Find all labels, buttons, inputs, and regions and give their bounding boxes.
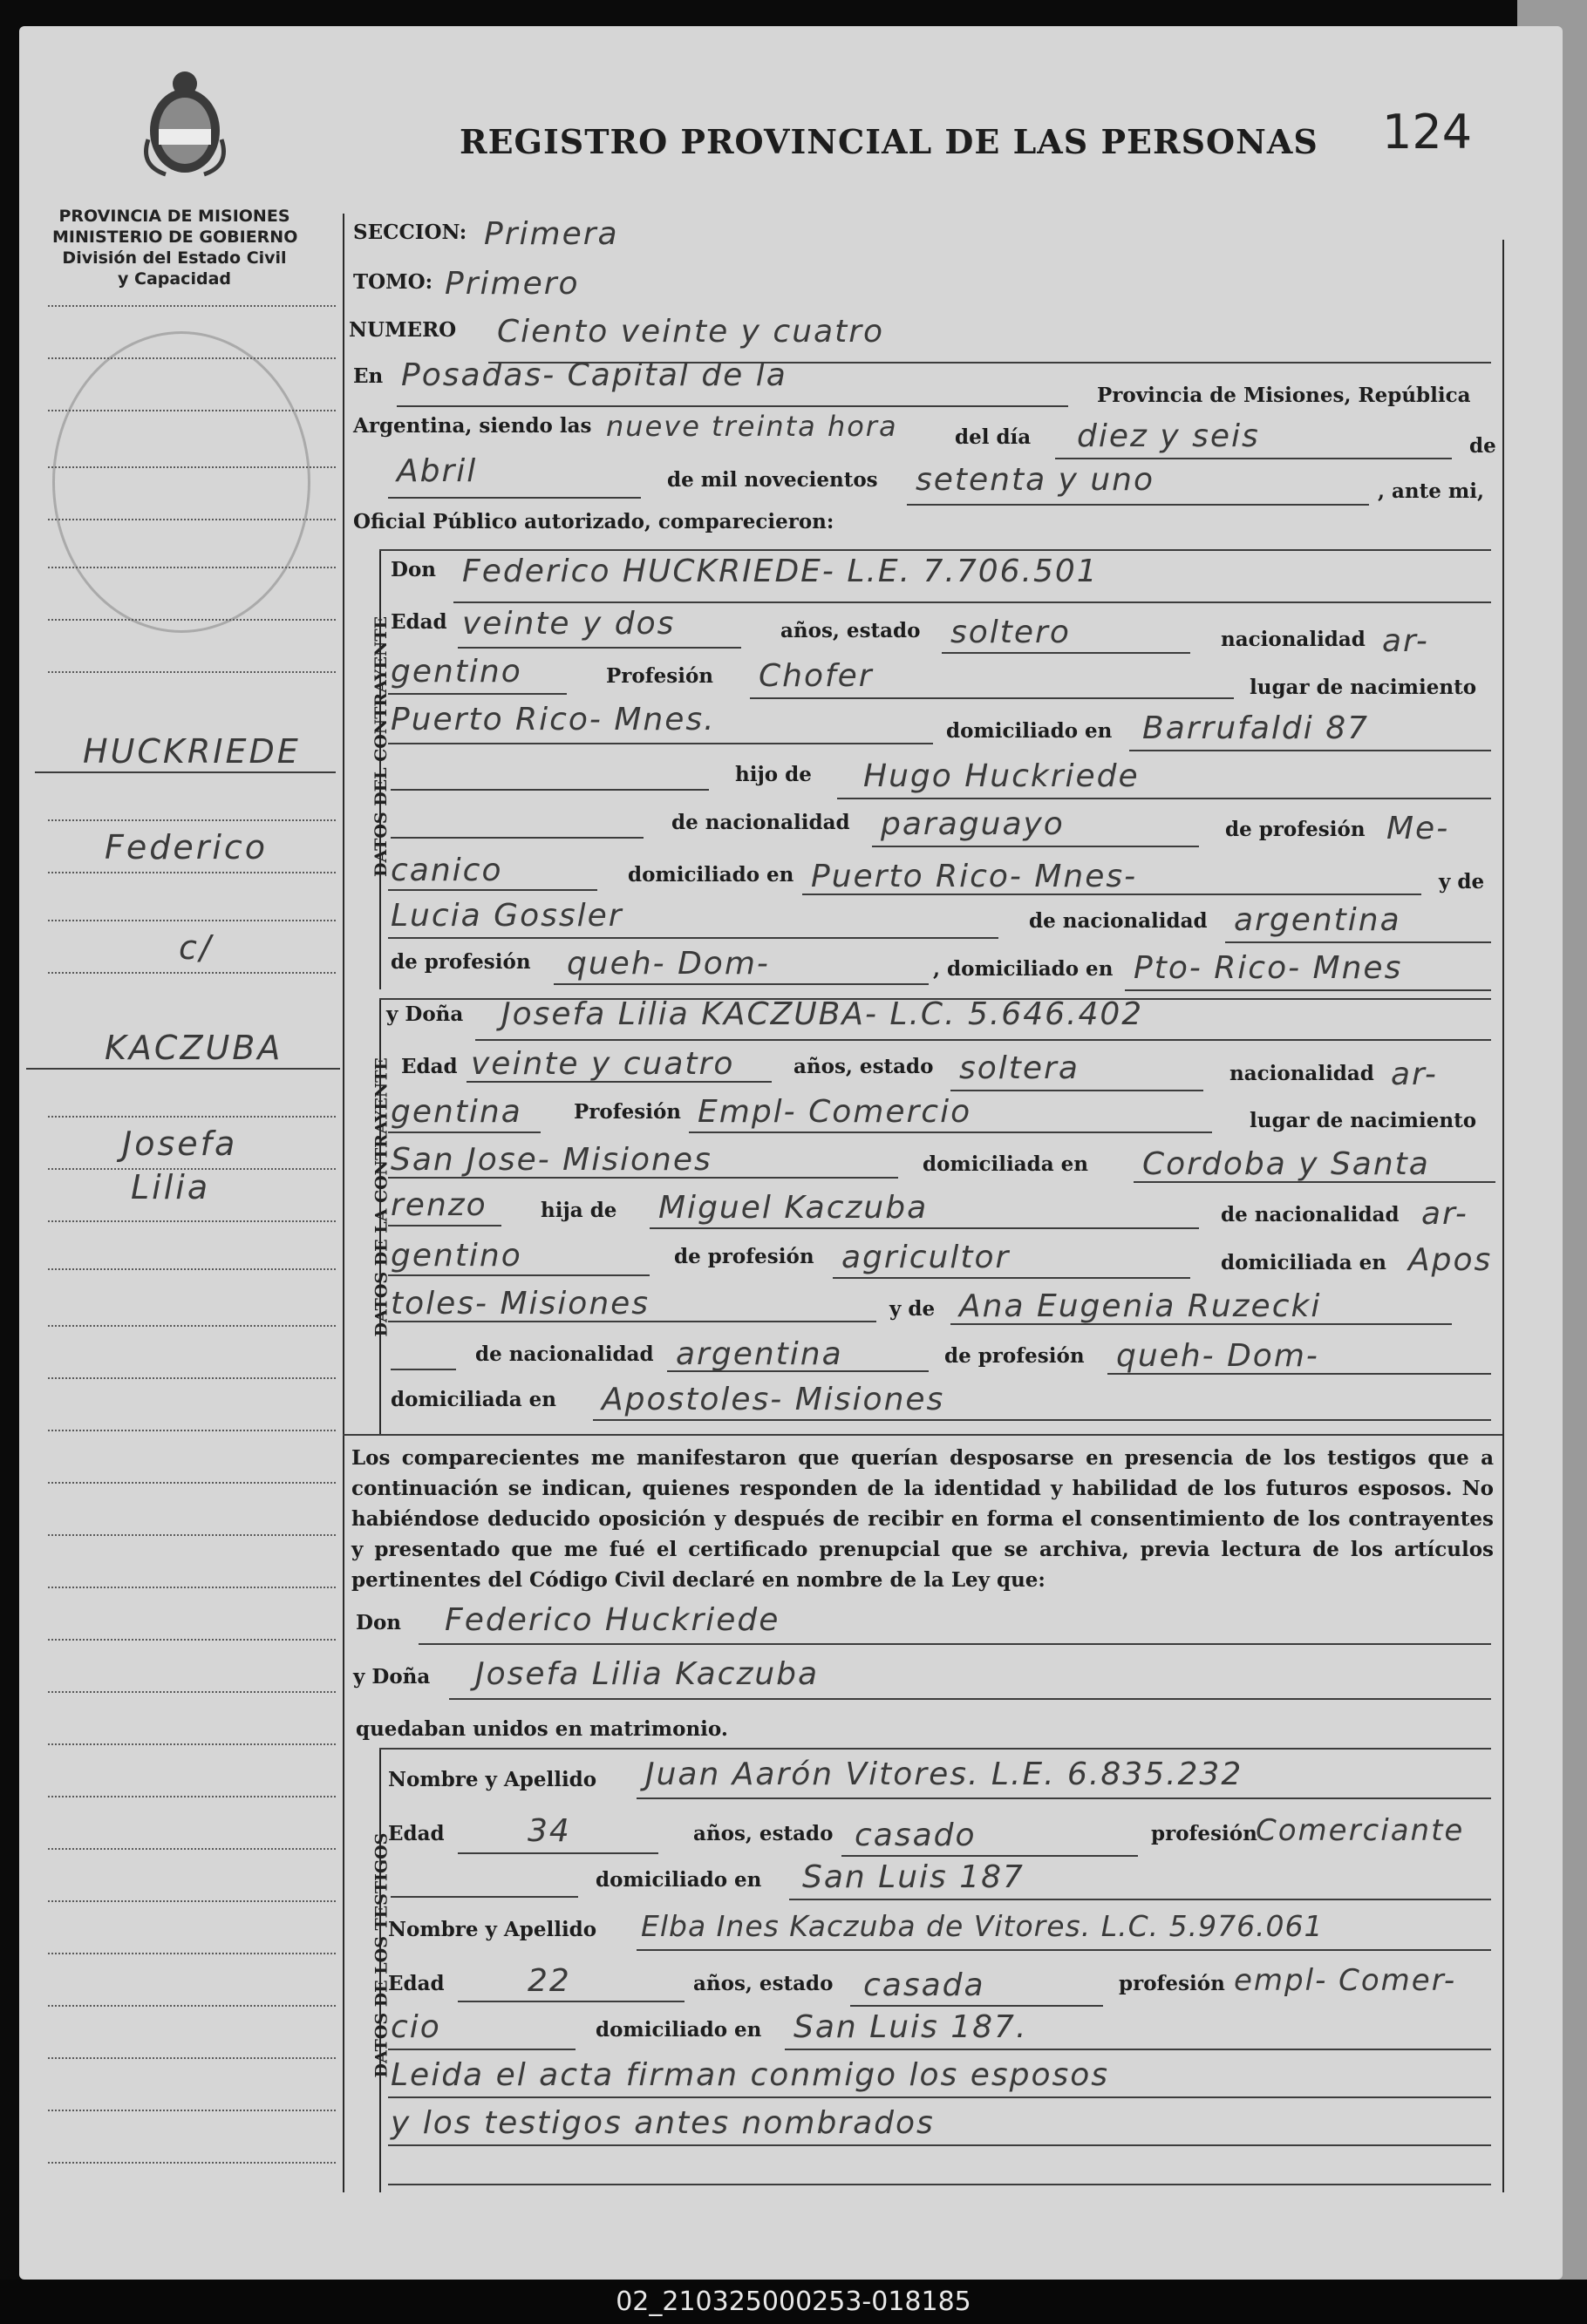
printed-label: Edad: [388, 1972, 445, 1995]
bride-age: veinte y cuatro: [471, 1046, 735, 1082]
margin-name-bride-1: Josefa: [122, 1125, 238, 1163]
groom-father-nationality: paraguayo: [881, 806, 1065, 842]
groom-mother-nationality: argentina: [1234, 902, 1401, 938]
printed-label: del día: [955, 425, 1032, 449]
image-code-footer: 02_210325000253-018185: [0, 2280, 1587, 2324]
witness-2-profession: empl- Comer-: [1234, 1963, 1457, 1998]
witness-2-status: casada: [863, 1967, 985, 2003]
printed-label: lugar de nacimiento: [1250, 676, 1477, 699]
printed-label: , ante mi,: [1378, 479, 1484, 503]
groom-mother: Lucia Gossler: [391, 898, 623, 934]
witness-1-status: casado: [855, 1818, 977, 1853]
printed-label: años, estado: [693, 1972, 834, 1995]
declared-bride: Josefa Lilia Kaczuba: [475, 1656, 820, 1692]
groom-mother-profession: queh- Dom-: [567, 946, 770, 982]
groom-father-address: Puerto Rico- Mnes-: [811, 859, 1138, 894]
printed-label: Apos: [1408, 1242, 1493, 1278]
declared-groom: Federico Huckriede: [445, 1602, 780, 1638]
groom-father: Hugo Huckriede: [863, 758, 1140, 794]
printed-label: Provincia de Misiones, República: [1097, 384, 1471, 407]
printed-label: , domiciliado en: [933, 957, 1114, 981]
bride-mother-nationality: argentina: [676, 1336, 843, 1372]
printed-label: profesión: [1151, 1822, 1257, 1845]
bride-birthplace: San Jose- Misiones: [391, 1142, 712, 1178]
printed-label: domiciliado en: [596, 1868, 762, 1892]
margin-surname-bride: KACZUBA: [105, 1029, 283, 1067]
seccion-value: Primera: [484, 216, 619, 252]
ministry-line: División del Estado Civil: [62, 248, 287, 268]
printed-label: nacionalidad: [1229, 1062, 1374, 1085]
bride-profession: Empl- Comercio: [698, 1094, 972, 1130]
hora-value: nueve treinta hora: [606, 410, 898, 443]
witness-1-name: Juan Aarón Vitores. L.E. 6.835.232: [645, 1757, 1243, 1792]
bride-father-profession: agricultor: [841, 1240, 1011, 1275]
printed-label: nacionalidad: [1221, 628, 1366, 651]
dia-value: diez y seis: [1077, 418, 1260, 454]
bride-father: Miguel Kaczuba: [658, 1190, 929, 1226]
groom-birthplace: Puerto Rico- Mnes.: [391, 702, 716, 737]
groom-mother-address: Pto- Rico- Mnes: [1134, 950, 1403, 986]
margin-surname-groom: HUCKRIEDE: [83, 732, 301, 771]
printed-label: años, estado: [780, 619, 921, 642]
printed-label: y Doña: [386, 1002, 464, 1026]
printed-label: de profesión: [1225, 818, 1366, 841]
side-label-witnesses: DATOS DE LOS TESTIGOS: [371, 1832, 392, 2078]
anio-value: setenta y uno: [916, 462, 1155, 498]
official-stamp: [52, 331, 310, 633]
witness-2-address: San Luis 187.: [794, 2009, 1028, 2045]
printed-label: Argentina, siendo las: [353, 414, 592, 438]
bride-father-address: toles- Misiones: [391, 1286, 650, 1322]
witness-2-name: Elba Ines Kaczuba de Vitores. L.C. 5.976.061: [641, 1909, 1324, 1943]
side-label-groom: DATOS DEL CONTRAYENTE: [371, 616, 391, 877]
en-value: Posadas- Capital de la: [401, 357, 787, 393]
page-title: REGISTRO PROVINCIAL DE LAS PERSONAS: [460, 122, 1318, 161]
printed-label: y Doña: [353, 1665, 431, 1689]
printed-label: Me-: [1386, 811, 1450, 846]
ministry-line: y Capacidad: [118, 269, 231, 289]
witness-1-profession: Comerciante: [1256, 1813, 1465, 1848]
printed-label: domiciliado en: [946, 719, 1113, 743]
printed-label: profesión: [1119, 1972, 1225, 1995]
bride-mother: Ana Eugenia Ruzecki: [959, 1288, 1322, 1324]
tomo-value: Primero: [445, 266, 580, 302]
printed-label: En: [353, 364, 384, 388]
printed-label: gentino: [391, 654, 522, 690]
folio-number: 124: [1382, 105, 1473, 160]
printed-label: renzo: [391, 1187, 487, 1223]
ministry-line: PROVINCIA DE MISIONES: [58, 207, 290, 226]
printed-label: Oficial Público autorizado, comparecieron:: [353, 510, 834, 533]
mes-value: Abril: [397, 453, 478, 489]
printed-label: Edad: [388, 1822, 445, 1845]
printed-label: domiciliado en: [596, 2018, 762, 2042]
printed-label: domiciliada en: [923, 1152, 1088, 1176]
margin-connector: c/: [179, 928, 214, 967]
ministry-block: [52, 206, 296, 289]
printed-label: de nacionalidad: [475, 1342, 654, 1366]
printed-label: Nombre y Apellido: [388, 1768, 597, 1791]
printed-label: cio: [391, 2009, 441, 2045]
printed-label: de nacionalidad: [1029, 909, 1208, 933]
groom-father-profession: canico: [391, 853, 503, 888]
coat-of-arms-icon: [140, 61, 230, 183]
printed-label: hijo de: [735, 763, 812, 786]
closing-line-2: y los testigos antes nombrados: [391, 2105, 935, 2141]
printed-label: Don: [391, 558, 437, 581]
printed-label: domiciliado en: [628, 863, 794, 887]
printed-label: de nacionalidad: [671, 811, 850, 834]
printed-label: Edad: [391, 610, 447, 634]
printed-label: lugar de nacimiento: [1250, 1109, 1477, 1132]
printed-label: SECCION:: [353, 221, 467, 244]
printed-label: años, estado: [794, 1055, 934, 1078]
printed-label: quedaban unidos en matrimonio.: [356, 1717, 728, 1741]
ministry-line: MINISTERIO DE GOBIERNO: [52, 228, 298, 247]
printed-label: de nacionalidad: [1221, 1203, 1400, 1227]
bride-father-nationality: gentino: [391, 1238, 522, 1274]
printed-label: Profesión: [606, 664, 714, 688]
printed-label: NUMERO: [349, 318, 457, 342]
groom-profession: Chofer: [759, 658, 874, 694]
printed-label: de profesión: [674, 1245, 814, 1268]
printed-label: ar-: [1421, 1196, 1468, 1232]
bride-mother-profession: queh- Dom-: [1116, 1338, 1319, 1374]
printed-label: Profesión: [574, 1100, 682, 1124]
printed-label: hija de: [541, 1199, 617, 1222]
printed-label: años, estado: [693, 1822, 834, 1845]
printed-label: Nombre y Apellido: [388, 1918, 597, 1941]
witness-2-age: 22: [528, 1963, 571, 1999]
witness-1-age: 34: [528, 1813, 571, 1849]
printed-label: Don: [356, 1611, 402, 1634]
groom-address: Barrufaldi 87: [1142, 710, 1370, 746]
printed-label: de profesión: [391, 950, 531, 974]
groom-status: soltero: [950, 615, 1071, 650]
margin-name-bride-2: Lilia: [131, 1168, 211, 1206]
printed-label: de mil novecientos: [667, 468, 878, 492]
groom-age: veinte y dos: [462, 606, 676, 642]
printed-label: de profesión: [944, 1344, 1085, 1368]
printed-label: de: [1469, 434, 1496, 458]
bride-mother-address: Apostoles- Misiones: [602, 1382, 945, 1417]
printed-label: gentina: [391, 1094, 522, 1130]
bride-status: soltera: [959, 1050, 1080, 1086]
printed-label: Edad: [401, 1055, 458, 1078]
printed-label: domiciliada en: [1221, 1251, 1386, 1274]
groom-name: Federico HUCKRIEDE- L.E. 7.706.501: [462, 554, 1099, 589]
printed-label: domiciliada en: [391, 1388, 556, 1411]
witness-1-address: San Luis 187: [802, 1859, 1025, 1895]
closing-line-1: Leida el acta firman conmigo los esposos: [391, 2057, 1110, 2093]
printed-label: y de: [1439, 870, 1485, 894]
printed-label: y de: [889, 1297, 936, 1321]
side-label-bride: DATOS DE LA CONTRAYENTE: [371, 1057, 392, 1337]
numero-value: Ciento veinte y cuatro: [497, 314, 885, 350]
bride-name: Josefa Lilia KACZUBA- L.C. 5.646.402: [501, 996, 1144, 1032]
printed-label: TOMO:: [353, 270, 433, 294]
printed-label: ar-: [1382, 623, 1429, 659]
declaration-paragraph: Los comparecientes me manifestaron que querían desposarse en presencia de los testigos que a continuación se indican, quienes responden de la identidad y habilidad de los futuros esposos. No habiéndose deducido oposición y después de recibir en forma el consentimiento de los contrayentes y presentado que me fué el certificado prenupcial que se archiva, previa lectura de los artículos pertinentes del Código Civil declaré en nombre de la Ley que:: [351, 1446, 1494, 1592]
printed-label: ar-: [1391, 1057, 1438, 1092]
margin-name-groom: Federico: [105, 828, 269, 866]
bride-address: Cordoba y Santa: [1142, 1146, 1430, 1182]
